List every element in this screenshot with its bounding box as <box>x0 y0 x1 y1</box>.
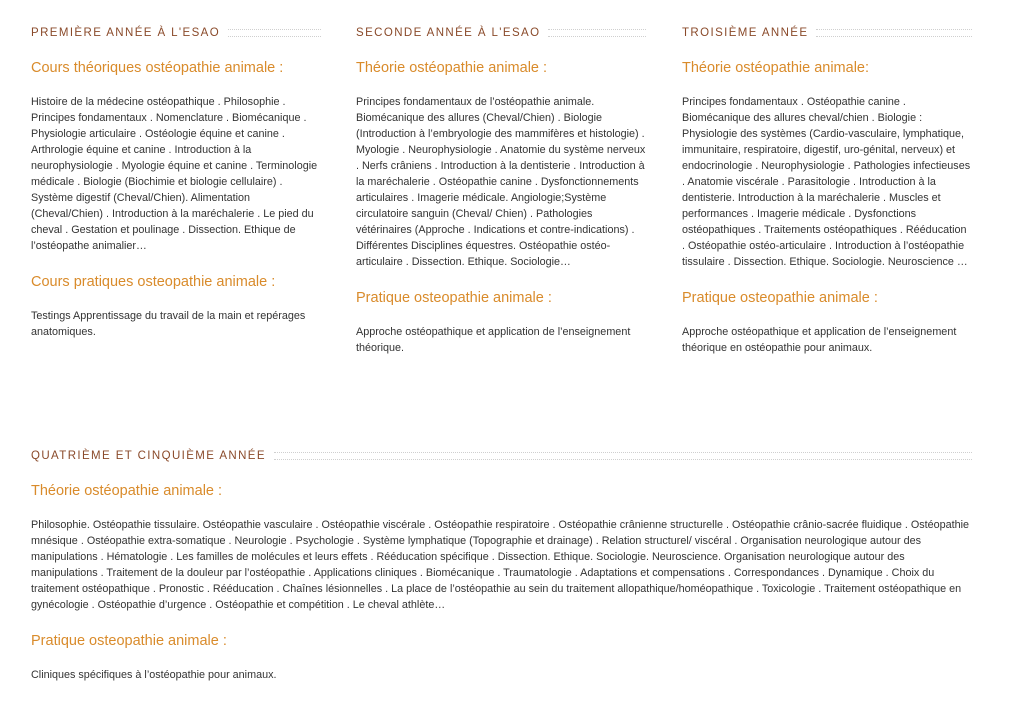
year2-theory-text: Principes fondamentaux de l’ostéopathie animale. Biomécanique des allures (Cheval/Chien) . Biologie (Introduction à l’embryologie des mammifères et histologie) . Myologie . Neurophysiologie . Anatomie du système nerveux . Nerfs crâniens . Introduction à la dentisterie . Introduction à la maréchalerie . Ostéopathie canine . Dysfonctionnements articulaires . Imagerie médicale. Angiologie;Système circulatoire sanguin (Cheval/ Chien) . Pathologies vétérinaires (Approche . Indications et contre-indications) . Différentes Disciplines équestres. Ostéopathie ostéo-articulaire . Dissection. Ethique. Sociologie… <box>356 96 646 268</box>
year2-title: SECONDE ANNÉE À L'ESAO <box>356 27 541 39</box>
year2-practice-heading: Pratique osteopathie animale : <box>356 290 552 306</box>
year3-theory-text: Principes fondamentaux . Ostéopathie canine . Biomécanique des allures cheval/chien . Biologie : Physiologie des systèmes (Cardio-vasculaire, lymphatique, immunitaire, respiratoire, digestif, uro-génital, nerveux) et endocrinologie . Neurophysiologie . Pathologies infectieuses . Anatomie viscérale . Parasitologie . Introduction à la dentisterie. Introduction à la maréchalerie . Muscles et performances . Imagerie médicale . Dysfonctions ostéopathiques . Traitements ostéopathiques . Rééducation . Ostéopathie ostéo-articulaire . Introduction à l’ostéopathie tissulaire . Dissection. Ethique. Sociologie. Neuroscience … <box>682 96 971 268</box>
year2-theory-heading: Théorie ostéopathie animale : <box>356 60 548 76</box>
year1-header <box>31 25 321 41</box>
year3-practice-text: Approche ostéopathique et application de l’enseignement théorique en ostéopathie pour animaux. <box>682 326 957 354</box>
year3-theory-heading: Théorie ostéopathie animale: <box>682 60 870 76</box>
year3-section <box>682 25 972 356</box>
year1-practice-text: Testings Apprentissage du travail de la main et repérages anatomiques. <box>31 310 306 338</box>
year2-header <box>356 25 646 41</box>
year1-theory-text: Histoire de la médecine ostéopathique . Philosophie . Principes fondamentaux . Nomenclature . Biomécanique . Physiologie articulaire . Ostéologie équine et canine . Arthrologie équine et canine . Introduction à la neurophysiologie . Myologie équine et canine . Terminologie médicale . Biologie (Biochimie et biologie cellulaire) . Système digestif (Cheval/Chien). Alimentation (Cheval/Chien) . Introduction à la maréchalerie . Le pied du cheval . Gestation et poulinage . Dissection. Ethique de l’ostéopathe animalier… <box>31 96 318 252</box>
year45-practice-heading: Pratique osteopathie animale : <box>31 633 227 649</box>
year45-theory-text: Philosophie. Ostéopathie tissulaire. Ostéopathie vasculaire . Ostéopathie viscérale . Ostéopathie respiratoire . Ostéopathie crânienne structurelle . Ostéopathie crânio-sacrée fluidique . Ostéopathie mnésique . Ostéopathie extra-somatique . Neurologie . Psychologie . Système lymphatique (Topographie et drainage) . Relation structurel/ viscéral . Organisation neurologique autour des manipulations . Hématologie . Les familles de molécules et leurs effets . Rééducation spécifique . Dissection. Ethique. Sociologie. Neuroscience. Organisation neurologique autour des manipulations . Traitement de la douleur par l’ostéopathie . Applications cliniques . Biomécanique . Traumatologie . Adaptations et compensations . Correspondances . Dynamique . Choix du traitement ostéopathique . Pronostic . Rééducation . Chaînes lésionnelles . La place de l’ostéopathie au sein du traitement allopathique/homéopathique . Toxicologie . Traitement ostéopathique en gynécologie . Ostéopathie d’urgence . Ostéopathie et compétition . Le cheval athlète… <box>31 519 970 611</box>
year2-section <box>356 25 646 356</box>
year1-section <box>31 25 321 340</box>
year45-header <box>31 448 972 464</box>
dotted-divider <box>274 452 972 460</box>
year45-title: QUATRIÈME ET CINQUIÈME ANNÉE <box>31 450 266 462</box>
year45-section <box>31 448 972 683</box>
year3-title: TROISIÈME ANNÉE <box>682 27 809 39</box>
year1-title: PREMIÈRE ANNÉE À L'ESAO <box>31 27 221 39</box>
dotted-divider <box>228 29 321 37</box>
year2-practice-text: Approche ostéopathique et application de l’enseignement théorique. <box>356 326 631 354</box>
dotted-divider <box>816 29 972 37</box>
year1-practice-heading: Cours pratiques osteopathie animale : <box>31 274 276 290</box>
dotted-divider <box>548 29 646 37</box>
year45-practice-text: Cliniques spécifiques à l’ostéopathie pour animaux. <box>31 669 277 681</box>
year3-header <box>682 25 972 41</box>
year45-theory-heading: Théorie ostéopathie animale : <box>31 483 223 499</box>
year3-practice-heading: Pratique osteopathie animale : <box>682 290 878 306</box>
year1-theory-heading: Cours théoriques ostéopathie animale : <box>31 60 284 76</box>
